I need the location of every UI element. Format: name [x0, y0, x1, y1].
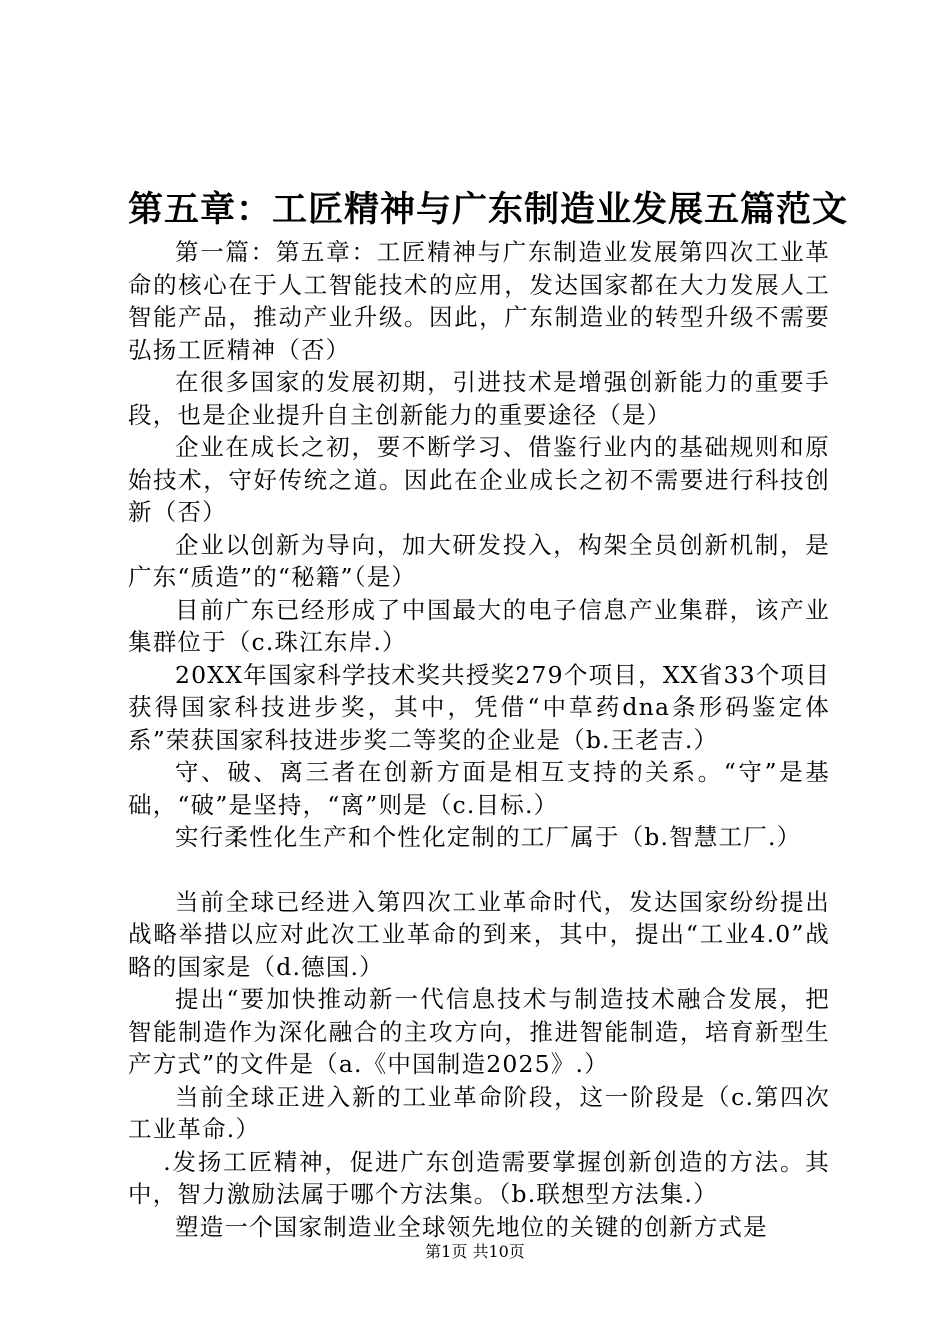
document-body	[128, 236, 830, 1243]
paragraph: 当前全球正进入新的工业革命阶段，这一阶段是（c.第四次工业革命.）	[128, 1082, 830, 1143]
paragraph: 在很多国家的发展初期，引进技术是增强创新能力的重要手段，也是企业提升自主创新能力的重要途径（是）	[128, 368, 830, 429]
page-number-footer: 第1页 共10页	[425, 1242, 525, 1261]
paragraph: 第一篇：第五章：工匠精神与广东制造业发展第四次工业革命的核心在于人工智能技术的应用，发达国家都在大力发展人工智能产品，推动产业升级。因此，广东制造业的转型升级不需要弘扬工匠精神（否）	[128, 238, 830, 364]
paragraph: .发扬工匠精神，促进广东创造需要掌握创新创造的方法。其中，智力激励法属于哪个方法集。（b.联想型方法集.）	[128, 1147, 830, 1208]
document-title: 第五章：工匠精神与广东制造业发展五篇范文	[128, 190, 849, 230]
paragraph: 目前广东已经形成了中国最大的电子信息产业集群，该产业集群位于（c.珠江东岸.）	[128, 595, 830, 656]
paragraph: 20XX年国家科学技术奖共授奖279个项目，XX省33个项目获得国家科技进步奖，其中，凭借“中草药dna条形码鉴定体系”荣获国家科技进步奖二等奖的企业是（b.王老吉.）	[128, 660, 830, 754]
paragraph: 实行柔性化生产和个性化定制的工厂属于（b.智慧工厂.）	[175, 823, 802, 851]
paragraph: 当前全球已经进入第四次工业革命时代，发达国家纷纷提出战略举措以应对此次工业革命的到来，其中，提出“工业4.0”战略的国家是（d.德国.）	[128, 887, 830, 981]
paragraph: 企业以创新为导向，加大研发投入，构架全员创新机制，是广东“质造”的“秘籍”（是）	[128, 530, 830, 591]
paragraph-gap	[128, 854, 830, 886]
paragraph: 守、破、离三者在创新方面是相互支持的关系。“守”是基础，“破”是坚持，“离”则是（c.目标.）	[128, 758, 830, 819]
paragraph: 塑造一个国家制造业全球领先地位的关键的创新方式是	[175, 1212, 768, 1241]
paragraph: 企业在成长之初，要不断学习、借鉴行业内的基础规则和原始技术，守好传统之道。因此在企业成长之初不需要进行科技创新（否）	[128, 433, 830, 526]
paragraph: 提出“要加快推动新一代信息技术与制造技术融合发展，把智能制造作为深化融合的主攻方向，推进智能制造，培育新型生产方式”的文件是（a.《中国制造2025》.）	[128, 985, 830, 1078]
